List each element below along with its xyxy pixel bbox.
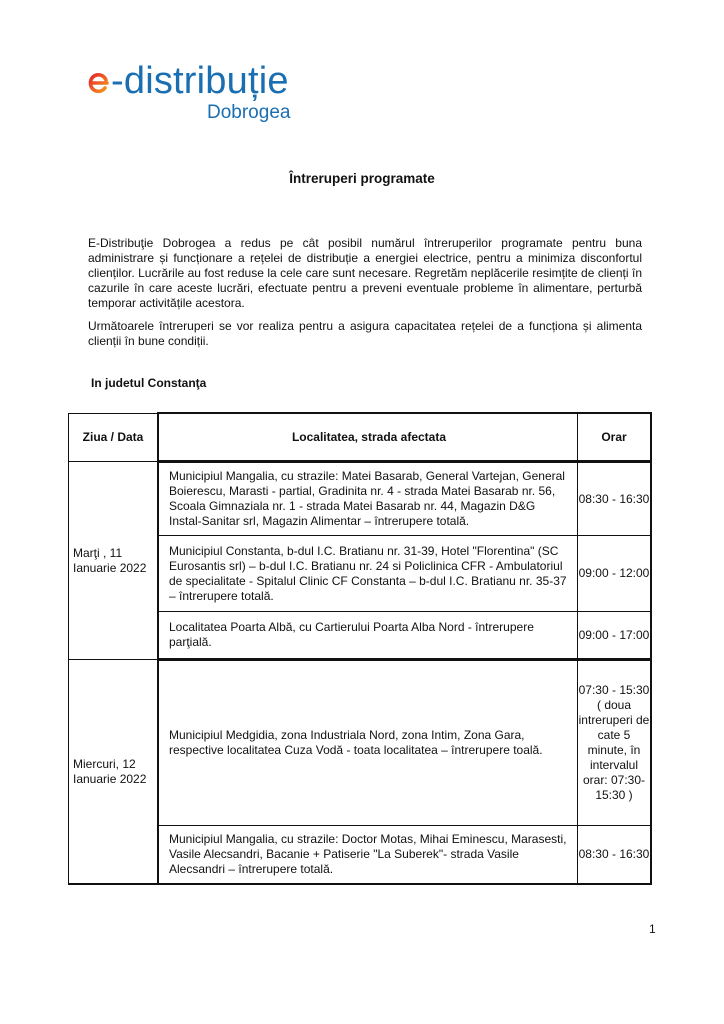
logo-region-text: Dobrogea: [207, 102, 291, 123]
schedule-cell: 09:00 - 17:00: [578, 612, 652, 660]
date-cell: Marţi , 11 Ianuarie 2022: [69, 462, 159, 660]
outage-schedule-table: [68, 412, 652, 885]
schedule-cell: 07:30 - 15:30 ( doua intreruperi de cate 5 minute, în intervalul orar: 07:30- 15:30 ): [578, 660, 652, 826]
location-cell: Municipiul Mangalia, cu strazile: Doctor Motas, Mihai Eminescu, Marasesti, Vasile Alecsandri, Bacanie + Patiserie "La Suberek"- strada Vasile Alecsandri – întrerupere totală.: [158, 826, 578, 885]
table-header-row: [69, 413, 652, 462]
e-logo-icon: [86, 71, 110, 95]
region-heading: In judetul Constanţa: [91, 376, 207, 390]
table-row: [69, 660, 652, 826]
logo-brand-text: -distribuție: [111, 60, 289, 102]
company-logo: [86, 60, 291, 123]
header-date: Ziua / Data: [69, 413, 159, 462]
header-location: Localitatea, strada afectata: [158, 413, 578, 462]
schedule-cell: 08:30 - 16:30: [578, 462, 652, 536]
schedule-cell: 09:00 - 12:00: [578, 536, 652, 612]
notice-paragraph: Următoarele întreruperi se vor realiza pentru a asigura capacitatea rețelei de a funcționa și alimenta clienții în bune condiții.: [88, 319, 642, 348]
location-cell: Localitatea Poarta Albă, cu Cartierului Poarta Alba Nord - întrerupere parţială.: [158, 612, 578, 660]
location-cell: Municipiul Medgidia, zona Industriala Nord, zona Intim, Zona Gara, respective localitatea Cuza Vodă - toata localitatea – întrerupere toală.: [158, 660, 578, 826]
header-schedule: Orar: [578, 413, 652, 462]
page-number: 1: [649, 922, 656, 936]
schedule-cell: 08:30 - 16:30: [578, 826, 652, 885]
logo-wordmark: [86, 62, 289, 100]
location-cell: Municipiul Constanta, b-dul I.C. Bratianu nr. 31-39, Hotel "Florentina" (SC Eurosantis srl) – b-dul I.C. Bratianu nr. 24 si Policlinica CFR - Ambulatoriul de specialitate - Spitalul Clinic CF Constanta – b-dul I.C. Bratianu nr. 35-37 – întrerupere totală.: [158, 536, 578, 612]
date-cell: Miercuri, 12 Ianuarie 2022: [69, 660, 159, 885]
location-cell: Municipiul Mangalia, cu strazile: Matei Basarab, General Vartejan, General Boierescu, Marasti - partial, Gradinita nr. 4 - strada Matei Basarab nr. 56, Scoala Gimnaziala nr. 1 - strada Matei Basarab nr. 44, Magazin D&G Instal-Sanitar srl, Magazin Alimentar – întrerupere totală.: [158, 462, 578, 536]
page-title: Întreruperi programate: [289, 171, 435, 186]
table-row: [69, 462, 652, 536]
intro-paragraph: E-Distribuţie Dobrogea a redus pe cât posibil numărul întreruperilor programate pentru buna administrare și funcționare a rețelei de distribuție a energiei electrice, pentru a minimiza disconfortul clienților. Lucrările au fost reduse la cele care sunt necesare. Regretăm neplăcerile resimțite de clienți în cazurile în care aceste lucrări, efectuate pentru a preveni eventuale probleme în alimentare, perturbă temporar activitățile acestora.: [88, 236, 642, 310]
